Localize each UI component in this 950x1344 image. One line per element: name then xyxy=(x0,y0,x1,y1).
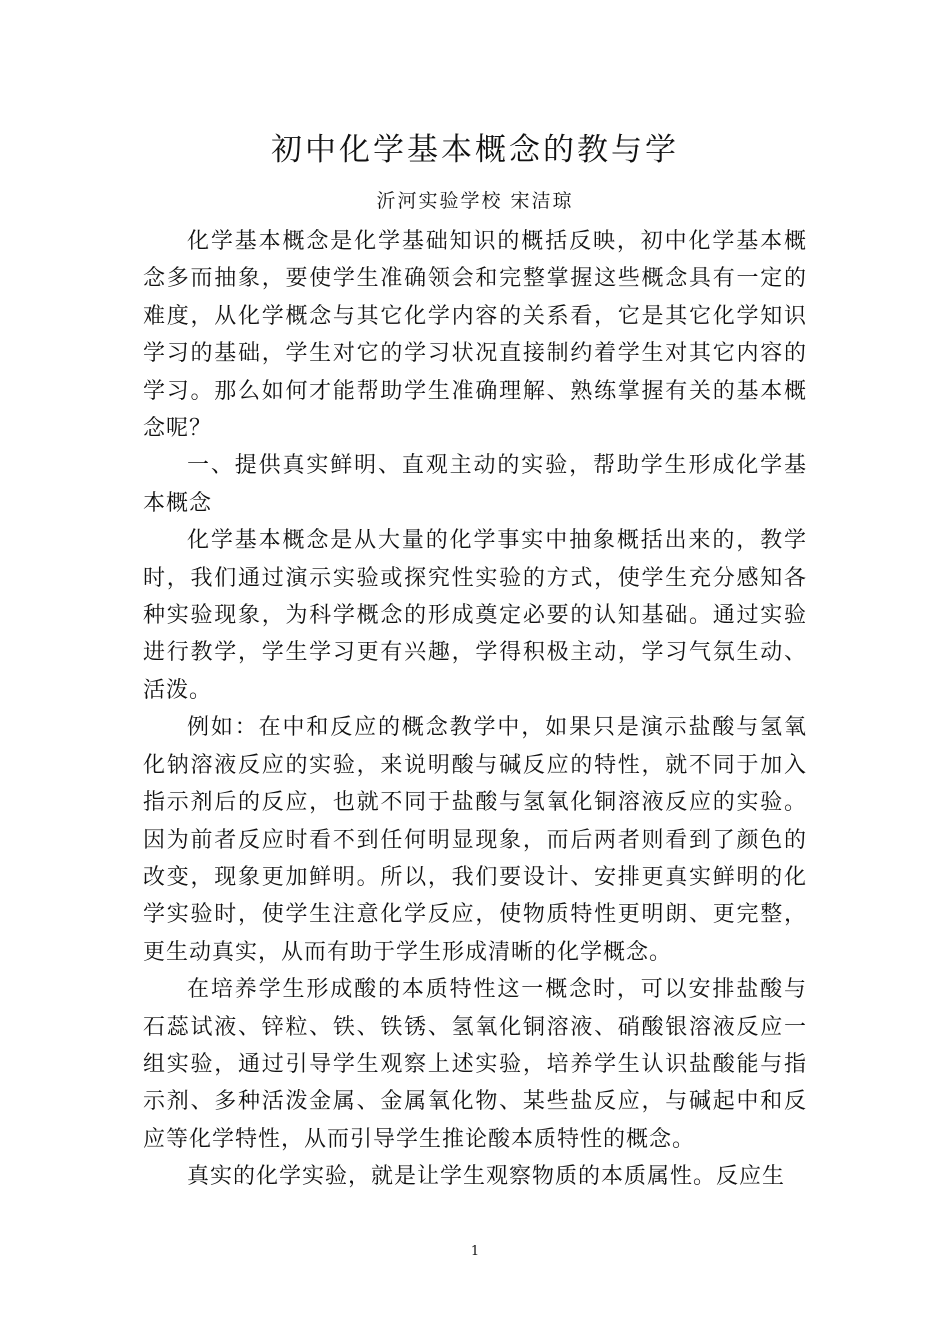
paragraph-neutralization-example: 例如：在中和反应的概念教学中，如果只是演示盐酸与氢氧化钠溶液反应的实验，来说明酸与碱反应的特性，就不同于加入指示剂后的反应，也就不同于盐酸与氢氧化铜溶液反应的实验。因为前者反应时看不到任何明显现象，而后两者则看到了颜色的改变，现象更加鲜明。所以，我们要设计、安排更真实鲜明的化学实验时，使学生注意化学反应，使物质特性更明朗、更完整，更生动真实，从而有助于学生形成清晰的化学概念。 xyxy=(143,715,807,965)
document-title: 初中化学基本概念的教与学 xyxy=(271,132,679,168)
paragraph-intro: 化学基本概念是化学基础知识的概括反映，初中化学基本概念多而抽象，要使学生准确领会和完整掌握这些概念具有一定的难度，从化学概念与其它化学内容的关系看，它是其它化学知识学习的基础，学生对它的学习状况直接制约着学生对其它内容的学习。那么如何才能帮助学生准确理解、熟练掌握有关的基本概念呢？ xyxy=(143,229,807,442)
paragraph-real-experiment: 真实的化学实验，就是让学生观察物质的本质属性。反应生 xyxy=(187,1164,786,1190)
section-heading-1: 一、提供真实鲜明、直观主动的实验，帮助学生形成化学基本概念 xyxy=(143,453,807,516)
paragraph-acid-properties: 在培养学生形成酸的本质特性这一概念时，可以安排盐酸与石蕊试液、锌粒、铁、铁锈、氢氧化铜溶液、硝酸银溶液反应一组实验，通过引导学生观察上述实验，培养学生认识盐酸能与指示剂、多种活泼金属、金属氧化物、某些盐反应，与碱起中和反应等化学特性，从而引导学生推论酸本质特性的概念。 xyxy=(143,977,807,1152)
paragraph-experiment-concept: 化学基本概念是从大量的化学事实中抽象概括出来的，教学时，我们通过演示实验或探究性实验的方式，使学生充分感知各种实验现象，为科学概念的形成奠定必要的认知基础。通过实验进行教学，学生学习更有兴趣，学得积极主动，学习气氛生动、活泼。 xyxy=(143,528,807,703)
author-line: 沂河实验学校 宋洁琼 xyxy=(376,190,574,212)
page-number: 1 xyxy=(470,1244,480,1259)
document-body xyxy=(143,223,807,1196)
